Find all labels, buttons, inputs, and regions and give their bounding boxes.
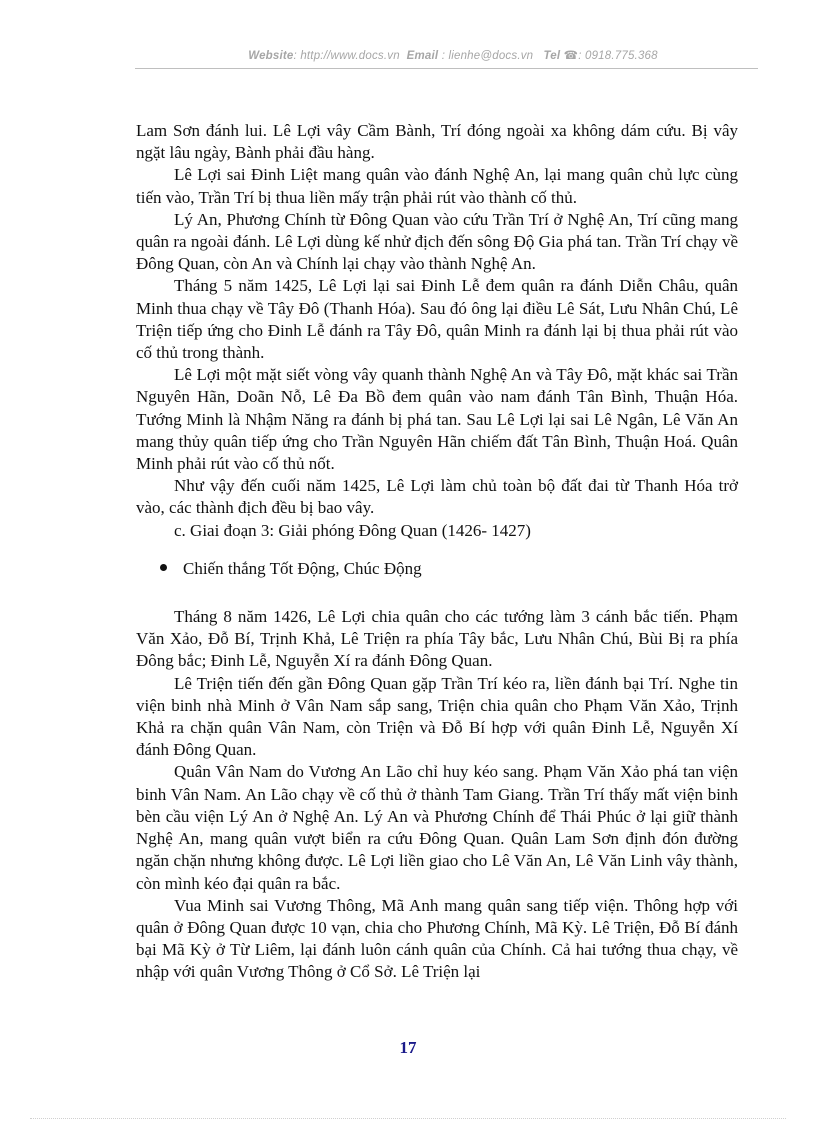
header-divider xyxy=(135,68,758,69)
footer-divider xyxy=(30,1118,786,1119)
email-label: Email xyxy=(406,50,439,62)
bullet-item xyxy=(136,558,738,580)
paragraph: Lý An, Phương Chính từ Đông Quan vào cứu Trần Trí ở Nghệ An, Trí cũng mang quân ra ngoài đánh. Lê Lợi dùng kế nhử địch đến sông Độ Gia phá tan. Trần Trí chạy về Đông Quan, còn An và Chính lại chạy vào thành Nghệ An. xyxy=(136,209,738,274)
paragraph: Lê Lợi sai Đinh Liệt mang quân vào đánh Nghệ An, lại mang quân chủ lực cùng tiến vào, Trần Trí bị thua liền mấy trận phải rút vào thành cố thủ. xyxy=(136,165,738,207)
paragraph: Tháng 8 năm 1426, Lê Lợi chia quân cho các tướng làm 3 cánh bắc tiến. Phạm Văn Xảo, Đỗ Bí, Trịnh Khả, Lê Triện ra phía Tây bắc, Lưu Nhân Chú, Bùi Bị ra phía Đông bắc; Đinh Lễ, Nguyễn Xí ra đánh Đông Quan. xyxy=(136,607,738,671)
website-value[interactable]: : http://www.docs.vn xyxy=(293,50,400,62)
bullet-icon xyxy=(160,564,167,571)
paragraph: Lam Sơn đánh lui. Lê Lợi vây Cầm Bành, Trí đóng ngoài xa không dám cứu. Bị vây ngặt lâu ngày, Bành phải đầu hàng. xyxy=(136,121,738,163)
page-number: 17 xyxy=(399,1038,417,1057)
bullet-heading: Chiến thắng Tốt Động, Chúc Động xyxy=(183,558,422,578)
paragraph: Như vậy đến cuối năm 1425, Lê Lợi làm chủ toàn bộ đất đai từ Thanh Hóa trở vào, các thành địch đều bị bao vây. xyxy=(136,476,738,518)
document-body xyxy=(136,120,738,984)
section-heading: c. Giai đoạn 3: Giải phóng Đông Quan (1426- 1427) xyxy=(174,520,531,540)
page-header xyxy=(150,48,756,62)
paragraph: Lê Lợi một mặt siết vòng vây quanh thành Nghệ An và Tây Đô, mặt khác sai Trần Nguyên Hãn, Doãn Nỗ, Lê Đa Bồ đem quân vào nam đánh Tân Bình, Thuận Hóa. Tướng Minh là Nhậm Năng ra đánh bị phá tan. Sau Lê Lợi lại sai Lê Ngân, Lê Văn An mang thủy quân tiếp ứng cho Trần Nguyên Hãn chiếm đất Tân Bình, Thuận Hoá. Quân Minh phải rút vào cố thủ nốt. xyxy=(136,365,738,474)
paragraph: Quân Vân Nam do Vương An Lão chỉ huy kéo sang. Phạm Văn Xảo phá tan viện binh Vân Nam. An Lão chạy về cố thủ ở thành Tam Giang. Trần Trí thấy mất viện binh bèn cầu viện Lý An ở Nghệ An. Lý An và Phương Chính để Thái Phúc ở lại giữ thành Nghệ An, mang quân vượt biển ra cứu Đông Quan. Quân Lam Sơn định đón đường ngăn chặn nhưng không được. Lê Lợi liền giao cho Lê Văn An, Lê Văn Linh vây thành, còn mình kéo đại quân ra bắc. xyxy=(136,762,738,893)
phone-icon: ☎ xyxy=(563,50,579,62)
website-label: Website xyxy=(248,50,294,62)
paragraph: Vua Minh sai Vương Thông, Mã Anh mang quân sang tiếp viện. Thông hợp với quân ở Đông Quan được 10 vạn, chia cho Phương Chính, Mã Kỳ. Lê Triện, Đỗ Bí đánh bại Mã Kỳ ở Từ Liêm, lại đánh luôn cánh quân của Chính. Cả hai tướng thua chạy, về nhập với quân Vương Thông ở Cổ Sở. Lê Triện lại xyxy=(136,895,738,982)
tel-value: : 0918.775.368 xyxy=(578,50,658,62)
paragraph: Lê Triện tiến đến gần Đông Quan gặp Trần Trí kéo ra, liền đánh bại Trí. Nghe tin viện binh nhà Minh ở Vân Nam sắp sang, Triện chia quân cho Phạm Văn Xảo, Trịnh Khả ra chặn quân Vân Nam, còn Triện và Đỗ Bí hợp với quân Đinh Lễ, Nguyễn Xí đánh Đông Quan. xyxy=(136,673,738,760)
email-value[interactable]: : lienhe@docs.vn xyxy=(441,50,534,62)
tel-label: Tel xyxy=(543,50,561,62)
paragraph: Tháng 5 năm 1425, Lê Lợi lại sai Đinh Lễ đem quân ra đánh Diễn Châu, quân Minh thua chạy về Tây Đô (Thanh Hóa). Sau đó ông lại điều Lê Sát, Lưu Nhân Chú, Lê Triện tiếp ứng cho Đinh Lễ đánh ra Tây Đô, quân Minh ra đánh lại bị thua phải rút vào cố thủ trong thành. xyxy=(136,276,738,363)
